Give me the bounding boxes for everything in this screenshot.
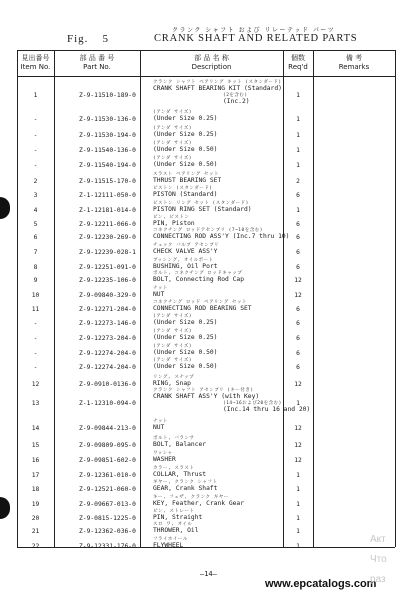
part-number: Z-9-09840-329-0 (79, 292, 136, 299)
description-japanese: スラスト ベアリング セット (153, 172, 220, 177)
table-row (17, 419, 395, 433)
item-number: 17 (31, 472, 40, 479)
table-row (17, 436, 395, 450)
item-number: 14 (31, 425, 40, 432)
item-number: - (33, 162, 38, 169)
description-japanese: ピストン リング セット (スタンダード) (153, 201, 249, 206)
table-row (17, 466, 395, 480)
item-number: - (33, 364, 38, 371)
description-japanese: フライホイール (153, 537, 188, 542)
table-row (17, 271, 395, 285)
description-japanese: コネクチング ロッド ベアリング セット (153, 300, 247, 305)
quantity-required: 1 (296, 501, 300, 508)
quantity-required: 1 (296, 472, 300, 479)
part-description (153, 110, 217, 123)
part-number: Z-9-12251-091-0 (79, 264, 136, 271)
part-description (153, 522, 199, 535)
item-number: - (33, 335, 38, 342)
description-text: PISTON RING SET (Standard) (153, 206, 252, 213)
table-row (17, 375, 395, 389)
part-description (153, 201, 252, 214)
quantity-required: 6 (296, 335, 300, 342)
description-note: (14~16および20を含む) (223, 400, 282, 406)
description-japanese: ブッシング, オイルポート (153, 258, 214, 263)
quantity-required: 1 (296, 400, 300, 407)
table-row (17, 80, 395, 105)
part-number: Z-9-09851-602-0 (79, 457, 136, 464)
description-japanese: (アンダ サイズ) (153, 358, 192, 363)
part-description (153, 141, 217, 154)
part-description (153, 537, 188, 550)
description-japanese: チェック バルブ アセンブリ (153, 243, 220, 248)
part-description (153, 186, 217, 199)
description-japanese: ギヤー, クランク シャフト (153, 480, 218, 485)
description-japanese: ボルト, コネクチング ロッドキャップ (153, 271, 243, 276)
description-japanese: (アンダ サイズ) (153, 344, 192, 349)
header-bottom-rule (17, 76, 395, 77)
quantity-required: 1 (296, 486, 300, 493)
item-number: - (33, 320, 38, 327)
table-row (17, 522, 395, 536)
part-description (153, 156, 217, 169)
header-description: 部 品 名 称 Description (191, 54, 232, 71)
part-number: Z-9-12331-176-0 (79, 543, 136, 550)
quantity-required: 2 (296, 178, 300, 185)
quantity-required: 6 (296, 234, 300, 241)
quantity-required: 1 (296, 207, 300, 214)
item-number: 5 (33, 221, 38, 228)
quantity-required: 6 (296, 249, 300, 256)
description-text: PISTON (Standard) (153, 191, 218, 198)
part-number: Z-9-12521-060-0 (79, 486, 136, 493)
part-number: Z-9-11530-194-0 (79, 132, 136, 139)
part-description (153, 495, 244, 508)
description-text: COLLAR, Thrust (153, 471, 207, 478)
part-description (153, 436, 206, 449)
part-number: Z-9-09667-013-0 (79, 501, 136, 508)
part-description (153, 480, 217, 493)
description-japanese: リング, スナップ (153, 375, 195, 380)
part-number: Z-9-11530-136-0 (79, 116, 136, 123)
description-text: (Under Size 0.25) (153, 319, 218, 326)
description-text: BOLT, Balancer (153, 441, 207, 448)
description-text: THRUST BEARING SET (153, 177, 222, 184)
description-japanese: (アンダ サイズ) (153, 126, 192, 131)
part-description (153, 300, 252, 313)
item-number: 21 (31, 528, 40, 535)
table-row (17, 156, 395, 170)
part-description (153, 271, 244, 284)
item-number: 22 (31, 543, 40, 550)
description-text: CRANK SHAFT BEARING KIT (Standard) (153, 85, 282, 92)
quantity-required: 6 (296, 306, 300, 313)
item-number: 13 (31, 400, 40, 407)
description-text: FLYWHEEL (153, 542, 184, 549)
part-number: Z-1-12111-050-0 (79, 192, 136, 199)
description-text: NUT (153, 424, 165, 431)
part-number: Z-9-12239-028-1 (79, 249, 136, 256)
table-row (17, 172, 395, 186)
part-number: Z-9-0910-0136-0 (79, 381, 136, 388)
table-row (17, 451, 395, 465)
part-number: Z-9-12235-106-0 (79, 277, 136, 284)
table-row (17, 344, 395, 358)
part-number: Z-9-11510-189-0 (79, 92, 136, 99)
item-number: 19 (31, 501, 40, 508)
quantity-required: 12 (294, 381, 302, 388)
punch-hole-bottom (0, 497, 10, 519)
part-description (153, 228, 289, 241)
table-row (17, 286, 395, 300)
quantity-required: 12 (294, 292, 302, 299)
description-japanese: ピストン (スタンダード) (153, 186, 213, 191)
description-text: (Under Size 0.50) (153, 349, 218, 356)
item-number: 9 (33, 277, 38, 284)
description-text: (Under Size 0.25) (153, 131, 218, 138)
header-remarks: 備 考 Remarks (338, 54, 370, 71)
item-number: - (33, 116, 38, 123)
part-description (153, 388, 310, 413)
item-number: 16 (31, 457, 40, 464)
description-japanese: ナット (153, 419, 168, 424)
table-row (17, 329, 395, 343)
description-japanese: クランク シャフト アセンブリ (キー付き) (153, 388, 254, 393)
item-number: - (33, 350, 38, 357)
description-note: (2を含む) (223, 92, 248, 98)
quantity-required: 1 (296, 515, 300, 522)
part-description (153, 419, 168, 432)
description-note: (Inc.2) (223, 97, 250, 105)
item-number: 1 (33, 92, 38, 99)
description-japanese: (アンダ サイズ) (153, 141, 192, 146)
description-text: PIN, Piston (153, 220, 195, 227)
table-row (17, 243, 395, 257)
part-description (153, 80, 282, 105)
item-number: 18 (31, 486, 40, 493)
description-text: BUSHING, Oil Port (153, 263, 218, 270)
quantity-required: 6 (296, 364, 300, 371)
part-number: Z-9-12273-204-0 (79, 335, 136, 342)
part-number: Z-9-09844-213-0 (79, 425, 136, 432)
part-number: Z-9-12361-010-0 (79, 472, 136, 479)
table-row (17, 480, 395, 494)
description-japanese: カラー, スラスト (153, 466, 195, 471)
table-row (17, 509, 395, 523)
punch-hole-top (0, 197, 10, 219)
description-japanese: ワッシャ (153, 451, 173, 456)
part-number: Z-9-11515-170-0 (79, 178, 136, 185)
description-text: RING, Snap (153, 380, 191, 387)
item-number: - (33, 132, 38, 139)
table-row (17, 495, 395, 509)
side-text: Акт Что раз (370, 534, 387, 585)
description-text: THROWER, Oil (153, 527, 199, 534)
table-row (17, 388, 395, 413)
item-number: 3 (33, 192, 38, 199)
quantity-required: 1 (296, 147, 300, 154)
part-number: Z-9-11540-194-0 (79, 162, 136, 169)
table-row (17, 141, 395, 155)
description-text: NUT (153, 291, 165, 298)
quantity-required: 1 (296, 116, 300, 123)
item-number: - (33, 147, 38, 154)
description-japanese: クランク シャフト ベアリング キット (スタンダード) (153, 80, 282, 85)
quantity-required: 6 (296, 221, 300, 228)
quantity-required: 6 (296, 350, 300, 357)
part-number: Z-9-0815-1225-0 (79, 515, 136, 522)
quantity-required: 6 (296, 264, 300, 271)
item-number: 12 (31, 381, 40, 388)
part-description (153, 126, 217, 139)
table-row (17, 215, 395, 229)
part-number: Z-1-12181-014-0 (79, 207, 136, 214)
part-number: Z-9-12271-204-0 (79, 306, 136, 313)
description-text: WASHER (153, 456, 176, 463)
part-number: Z-9-12211-066-0 (79, 221, 136, 228)
description-japanese: ピン, ピストン (153, 215, 190, 220)
header-part: 部 品 番 号 Part No. (79, 54, 115, 71)
table-row (17, 201, 395, 215)
part-number: Z-1-12310-094-0 (79, 400, 136, 407)
description-japanese: ナット (153, 286, 168, 291)
quantity-required: 6 (296, 192, 300, 199)
description-japanese: ボルト, バランサ (153, 436, 195, 441)
figure-label: Fig. 5 (67, 33, 109, 45)
description-text: (Under Size 0.50) (153, 363, 218, 370)
item-number: 20 (31, 515, 40, 522)
description-text: BOLT, Connecting Rod Cap (153, 276, 244, 283)
title-japanese: クランク シャフト および リレーテッド パーツ (172, 27, 336, 34)
description-japanese: キー, フェザ, クランク ギヤー (153, 495, 229, 500)
item-number: 11 (31, 306, 40, 313)
item-number: 8 (33, 264, 38, 271)
part-number: Z-9-12274-204-0 (79, 350, 136, 357)
part-description (153, 466, 206, 479)
part-number: Z-9-12274-204-0 (79, 364, 136, 371)
table-row (17, 300, 395, 314)
table-row (17, 537, 395, 551)
table-row (17, 258, 395, 272)
page-number: —14— (200, 570, 217, 578)
description-text: CONNECTING ROD ASS'Y (Inc.7 thru 10) (153, 233, 290, 240)
table-row (17, 186, 395, 200)
table-row (17, 110, 395, 124)
quantity-required: 1 (296, 528, 300, 535)
quantity-required: 12 (294, 442, 302, 449)
part-number: Z-9-09809-095-0 (79, 442, 136, 449)
watermark-url: www.epcatalogs.com (265, 578, 377, 590)
table-row (17, 228, 395, 242)
description-text: CHECK VALVE ASS'Y (153, 248, 218, 255)
description-text: KEY, Feather, Crank Gear (153, 500, 244, 507)
item-number: 7 (33, 249, 38, 256)
header-item: 見出番号 Item No. (20, 54, 51, 71)
part-description (153, 509, 202, 522)
quantity-required: 12 (294, 457, 302, 464)
item-number: 10 (31, 292, 40, 299)
part-number: Z-9-12230-269-0 (79, 234, 136, 241)
description-text: (Under Size 0.25) (153, 115, 218, 122)
part-description (153, 451, 176, 464)
part-description (153, 243, 219, 256)
description-text: (Under Size 0.50) (153, 146, 218, 153)
quantity-required: 1 (296, 543, 300, 550)
description-text: (Under Size 0.50) (153, 161, 218, 168)
part-description (153, 215, 195, 228)
header-qty: 個数 Req'd (288, 54, 308, 71)
table-row (17, 126, 395, 140)
table-row (17, 314, 395, 328)
part-number: Z-9-12362-036-0 (79, 528, 136, 535)
page-title: CRANK SHAFT AND RELATED PARTS (154, 33, 358, 44)
part-description (153, 358, 217, 371)
description-text: CONNECTING ROD BEARING SET (153, 305, 252, 312)
part-description (153, 314, 217, 327)
description-japanese: ピン, ストレート (153, 509, 195, 514)
part-description (153, 329, 217, 342)
part-number: Z-9-12273-146-0 (79, 320, 136, 327)
description-japanese: コネクチング ロッドアセンブリ (7~10を含む) (153, 228, 263, 233)
quantity-required: 1 (296, 162, 300, 169)
quantity-required: 1 (296, 92, 300, 99)
quantity-required: 12 (294, 277, 302, 284)
part-description (153, 344, 217, 357)
part-description (153, 375, 194, 388)
item-number: 15 (31, 442, 40, 449)
description-japanese: (アンダ サイズ) (153, 110, 192, 115)
description-japanese: (アンダ サイズ) (153, 329, 192, 334)
part-description (153, 172, 221, 185)
description-japanese: (アンダ サイズ) (153, 314, 192, 319)
quantity-required: 1 (296, 132, 300, 139)
quantity-required: 6 (296, 320, 300, 327)
description-note: (Inc.14 thru 16 and 20) (223, 405, 311, 413)
part-description (153, 258, 217, 271)
table-top-rule (17, 50, 395, 51)
table-row (17, 358, 395, 372)
column-divider (395, 50, 396, 547)
description-text: GEAR, Crank Shaft (153, 485, 218, 492)
description-text: (Under Size 0.25) (153, 334, 218, 341)
description-text: CRANK SHAFT ASS'Y (with Key) (153, 393, 260, 400)
item-number: 4 (33, 207, 38, 214)
description-text: PIN, Straight (153, 514, 203, 521)
item-number: 6 (33, 234, 38, 241)
description-japanese: (アンダ サイズ) (153, 156, 192, 161)
part-description (153, 286, 168, 299)
part-number: Z-9-11540-136-0 (79, 147, 136, 154)
item-number: 2 (33, 178, 38, 185)
quantity-required: 12 (294, 425, 302, 432)
description-japanese: スロ ワ, オイル (153, 522, 193, 527)
